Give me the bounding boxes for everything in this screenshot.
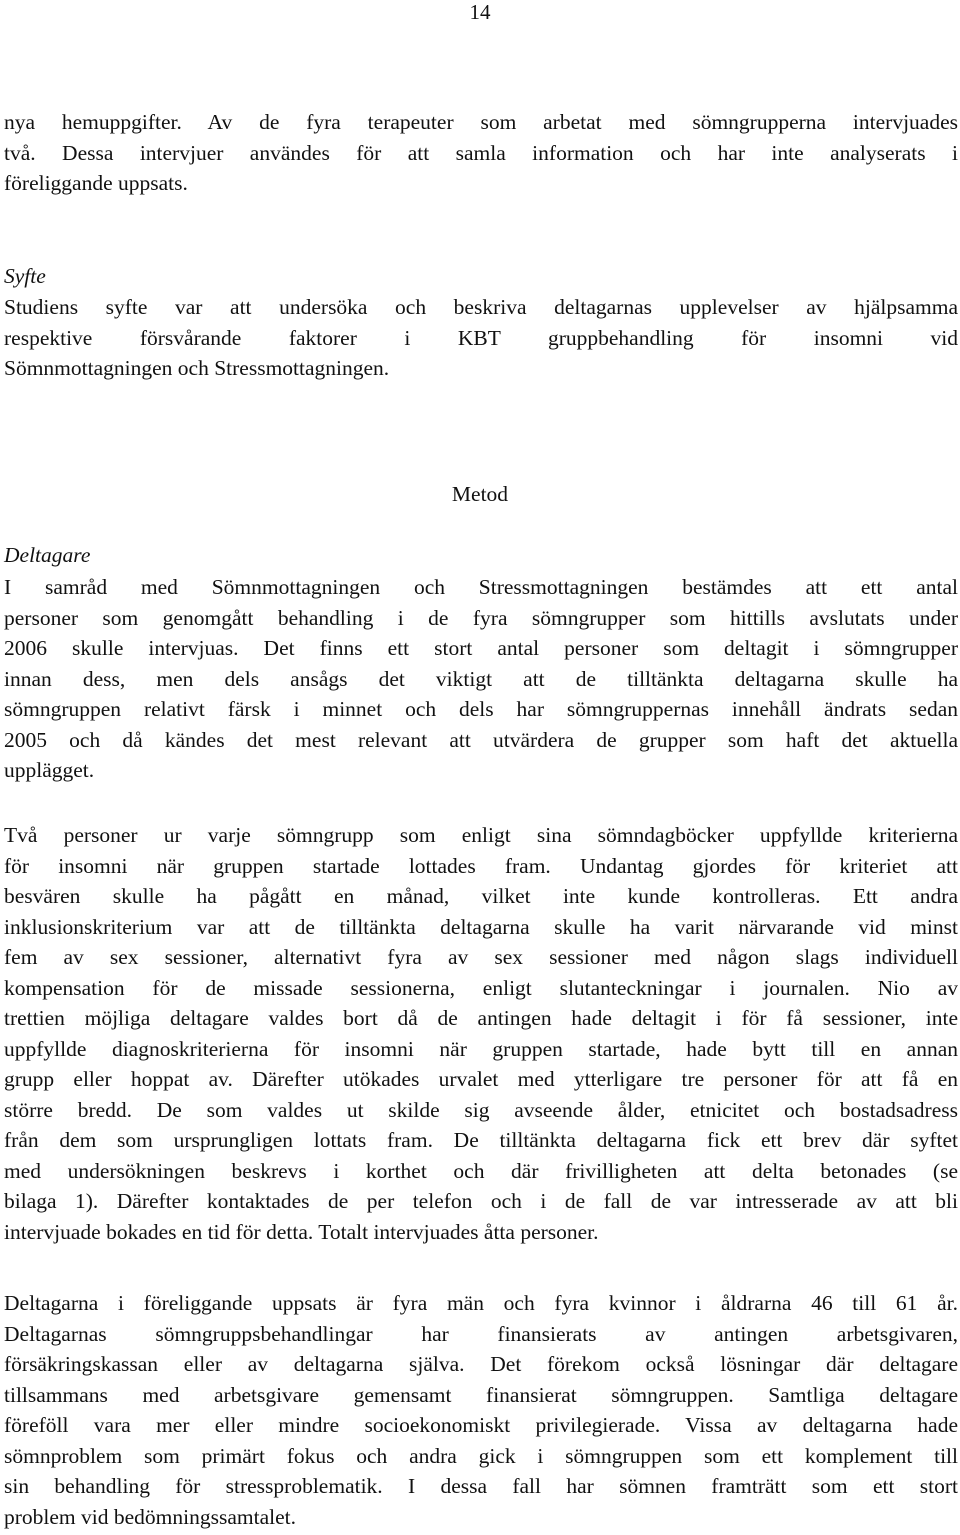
text-line: försäkringskassan eller av deltagarna själva. Det förekom också lösningar där deltagare	[4, 1352, 958, 1376]
subsection-heading-deltagare: Deltagare	[4, 543, 91, 567]
text-line: problem vid bedömningssamtalet.	[4, 1504, 296, 1529]
text-line: 2005 och då kändes det mest relevant att utvärdera de grupper som haft det aktuella	[4, 727, 958, 752]
text-line: bilaga 1). Därefter kontaktades de per telefon och i de fall de var intresserade av att bli	[4, 1189, 958, 1213]
deltagare-paragraph-2	[4, 820, 958, 1247]
text-line: sin behandling för stressproblematik. I dessa fall har sömnen framträtt som ett stort	[4, 1474, 958, 1498]
text-line: tillsammans med arbetsgivare gemensamt finansierat sömngruppen. Samtliga deltagare	[4, 1382, 958, 1407]
section-heading-metod: Metod	[451, 482, 509, 506]
text-line: besvären skulle ha pågått en månad, vilket inte kunde kontrolleras. Ett andra	[4, 884, 958, 908]
text-line: föreliggande uppsats.	[4, 171, 188, 195]
text-line: Deltagarna i föreliggande uppsats är fyra män och fyra kvinnor i åldrarna 46 till 61 år.	[4, 1291, 958, 1315]
text-line: större bredd. De som valdes ut skilde sig avseende ålder, etnicitet och bostadsadress	[4, 1097, 958, 1122]
text-line: sömngruppen relativt färsk i minnet och dels har sömngruppernas innehåll ändrats sedan	[4, 697, 958, 721]
text-line: med undersökningen beskrevs i korthet och där frivilligheten att delta betonades (se	[4, 1158, 958, 1183]
text-line: uppfyllde diagnoskriterierna för insomni när gruppen startade, hade bytt till en annan	[4, 1036, 958, 1061]
text-line: Sömnmottagningen och Stressmottagningen.	[4, 356, 390, 380]
text-line: I samråd med Sömnmottagningen och Stressmottagningen bestämdes att ett antal	[4, 575, 958, 599]
text-line: sömnproblem som primärt fokus och andra gick i sömngruppen som ett komplement till	[4, 1443, 958, 1468]
text-line: föreföll vara mer eller mindre socioekonomiskt privilegierade. Vissa av deltagarna hade	[4, 1413, 958, 1437]
text-line: Deltagarnas sömngruppsbehandlingar har finansierats av antingen arbetsgivaren,	[4, 1321, 958, 1346]
text-line: Två personer ur varje sömngrupp som enligt sina sömndagböcker uppfyllde kriterierna	[4, 823, 958, 847]
text-line: två. Dessa intervjuer användes för att samla information och har inte analyserats i	[4, 140, 958, 165]
text-line: upplägget.	[4, 758, 95, 782]
text-line: intervjuade bokades en tid för detta. Totalt intervjuades åtta personer.	[4, 1219, 599, 1244]
text-line: från dem som ursprungligen lottats fram. De tilltänkta deltagarna fick ett brev där syftet	[4, 1128, 958, 1152]
text-line: inklusionskriterium var att de tilltänkta deltagarna skulle ha varit närvarande vid minst	[4, 914, 958, 939]
text-line: nya hemuppgifter. Av de fyra terapeuter som arbetat med sömngrupperna intervjuades	[4, 110, 958, 134]
text-line: innan dess, men dels ansågs det viktigt att de tilltänkta deltagarna skulle ha	[4, 666, 958, 691]
deltagare-paragraph-1	[4, 572, 958, 786]
text-line: Studiens syfte var att undersöka och beskriva deltagarnas upplevelser av hjälpsamma	[4, 295, 958, 319]
text-line: respektive försvårande faktorer i KBT gruppbehandling för insomni vid	[4, 325, 958, 350]
text-line: trettien möjliga deltagare valdes bort då de antingen hade deltagit i för få sessioner, inte	[4, 1006, 958, 1030]
section-heading-syfte: Syfte	[4, 264, 46, 288]
text-line: fem av sex sessioner, alternativt fyra av sex sessioner med någon slags individuell	[4, 945, 958, 969]
syfte-paragraph	[4, 292, 958, 384]
text-line: 2006 skulle intervjuas. Det finns ett stort antal personer som deltagit i sömngrupper	[4, 636, 958, 660]
text-line: personer som genomgått behandling i de fyra sömngrupper som hittills avslutats under	[4, 605, 958, 630]
text-line: kompensation för de missade sessionerna, enligt slutanteckningar i journalen. Nio av	[4, 975, 958, 1000]
text-line: för insomni när gruppen startade lottades fram. Undantag gjordes för kriteriet att	[4, 853, 958, 878]
intro-paragraph	[4, 107, 958, 199]
page-number: 14	[469, 0, 491, 24]
text-line: grupp eller hoppat av. Därefter utökades urvalet med ytterligare tre personer för att få en	[4, 1067, 958, 1091]
deltagare-paragraph-3	[4, 1288, 958, 1532]
